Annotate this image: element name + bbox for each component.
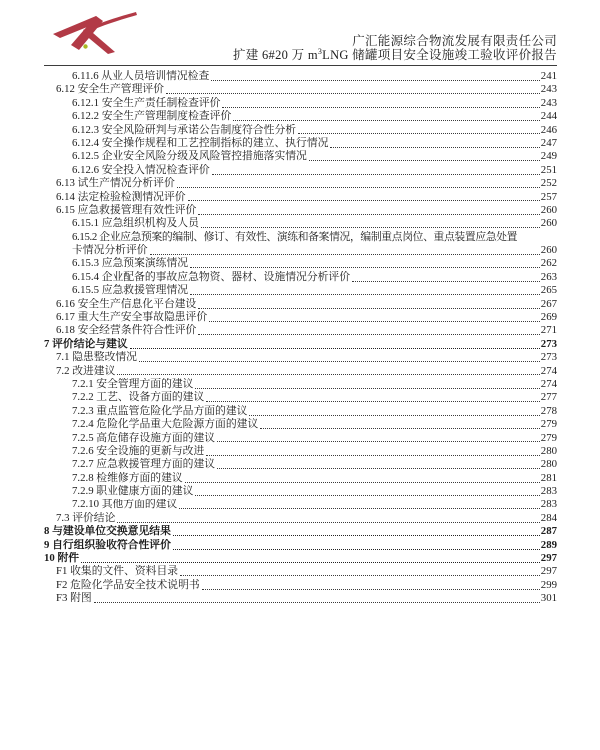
toc-entry-title: 7.2.5 高危储存设施方面的建议 <box>72 431 216 444</box>
report-title-superscript: 3 <box>317 46 323 56</box>
toc-entry-row <box>44 351 557 364</box>
toc-dot-leader <box>166 93 540 94</box>
toc-entry-title: 6.15.1 应急组织机构及人员 <box>72 217 199 230</box>
toc-entry-row <box>44 539 557 552</box>
toc-dot-leader <box>206 401 540 402</box>
toc-dot-leader <box>211 80 540 81</box>
toc-entry-title: 7.2.2 工艺、设备方面的建议 <box>72 391 205 404</box>
logo-green-dot <box>83 44 87 48</box>
toc-page-number: 269 <box>540 311 557 324</box>
toc-entry-row <box>44 432 557 445</box>
toc-entry-title: 6.12.1 安全生产责任制检查评价 <box>72 96 221 109</box>
toc-entry-row <box>44 499 557 512</box>
toc-entry-row <box>44 418 557 431</box>
toc-dot-leader <box>173 535 540 536</box>
toc-page-number: 243 <box>540 96 557 109</box>
toc-dot-leader <box>201 227 540 228</box>
toc-list <box>44 70 557 606</box>
toc-entry-title: F1 收集的文件、资料目录 <box>56 565 179 578</box>
toc-entry-title: 6.15.2 企业应急预案的编制、修订、有效性、演练和备案情况，编制重点岗位、重点装置应急处置 <box>72 230 518 243</box>
toc-entry-title: 6.15 应急救援管理有效性评价 <box>56 203 197 216</box>
toc-dot-leader <box>195 495 539 496</box>
toc-page-number: 279 <box>540 431 557 444</box>
toc-entry-title: 7 评价结论与建议 <box>44 337 128 350</box>
toc-entry-title: 6.12.2 安全生产管理制度检查评价 <box>72 110 232 123</box>
toc-entry-row <box>44 592 557 605</box>
toc-dot-leader <box>249 415 539 416</box>
toc-entry-row <box>44 231 557 244</box>
toc-dot-leader <box>94 602 540 603</box>
toc-entry-row <box>44 378 557 391</box>
toc-entry-row <box>44 458 557 471</box>
toc-page-number: 283 <box>540 485 557 498</box>
toc-page-number: 280 <box>540 458 557 471</box>
toc-entry-row <box>44 324 557 337</box>
toc-dot-leader <box>298 133 540 134</box>
toc-page-number: 274 <box>540 377 557 390</box>
toc-entry-row <box>44 164 557 177</box>
toc-entry-title: F2 危险化学品安全技术说明书 <box>56 578 200 591</box>
toc-entry-row <box>44 217 557 230</box>
toc-page-number: 273 <box>540 351 557 364</box>
toc-dot-leader <box>177 187 540 188</box>
toc-dot-leader <box>190 294 540 295</box>
toc-entry-row <box>44 83 557 96</box>
toc-dot-leader <box>180 575 540 576</box>
toc-entry-title: 6.12 安全生产管理评价 <box>56 83 164 96</box>
toc-dot-leader <box>190 267 540 268</box>
toc-entry-row <box>44 552 557 565</box>
toc-page-number: 246 <box>540 123 557 136</box>
toc-dot-leader <box>198 308 539 309</box>
toc-entry-row <box>44 298 557 311</box>
toc-entry-title: 7.2.3 重点监管危险化学品方面的建议 <box>72 404 248 417</box>
toc-entry-row <box>44 137 557 150</box>
toc-entry-row <box>44 177 557 190</box>
toc-page-number: 247 <box>540 136 557 149</box>
toc-page-number: 271 <box>540 324 557 337</box>
toc-dot-leader <box>117 374 539 375</box>
toc-page-number: 278 <box>540 404 557 417</box>
toc-dot-leader <box>260 428 540 429</box>
toc-page-number: 243 <box>540 83 557 96</box>
toc-dot-leader <box>173 549 540 550</box>
toc-entry-row <box>44 204 557 217</box>
toc-entry-title: 7.2.8 检维修方面的建议 <box>72 471 183 484</box>
toc-entry-title: 8 与建设单位交换意见结果 <box>44 525 171 538</box>
toc-page-number: 277 <box>540 391 557 404</box>
toc-entry-title: 卡情况分析评价 <box>72 244 148 257</box>
toc-entry-row <box>44 579 557 592</box>
toc-page-number: 280 <box>540 444 557 457</box>
toc-entry-row <box>44 284 557 297</box>
logo-k-leg <box>84 33 115 54</box>
toc-entry-title: 7.2.10 其他方面的建议 <box>72 498 178 511</box>
page-content <box>44 0 557 606</box>
toc-entry-title: 7.2.4 危险化学品重大危险源方面的建议 <box>72 418 259 431</box>
toc-dot-leader <box>352 281 540 282</box>
toc-entry-title: 7.2.9 职业健康方面的建议 <box>72 485 194 498</box>
toc-dot-leader <box>185 482 540 483</box>
toc-page-number: 262 <box>540 257 557 270</box>
toc-entry-title: 6.12.3 安全风险研判与承诺公告制度符合性分析 <box>72 123 297 136</box>
toc-entry-title: 7.2.6 安全设施的更新与改进 <box>72 444 205 457</box>
company-logo-icon <box>46 8 141 60</box>
toc-page-number: 287 <box>540 525 557 538</box>
toc-entry-title: 7.3 评价结论 <box>56 511 116 524</box>
toc-entry-row <box>44 70 557 83</box>
toc-dot-leader <box>195 388 539 389</box>
toc-entry-row <box>44 485 557 498</box>
toc-entry-row <box>44 391 557 404</box>
toc-dot-leader <box>206 455 540 456</box>
toc-entry-title: 6.18 安全经营条件符合性评价 <box>56 324 197 337</box>
toc-entry-row <box>44 271 557 284</box>
toc-entry-row <box>44 97 557 110</box>
toc-dot-leader <box>198 214 539 215</box>
toc-dot-leader <box>198 334 539 335</box>
report-title-post: LNG 储罐项目安全设施竣工验收评价报告 <box>322 48 557 62</box>
toc-dot-leader <box>202 589 540 590</box>
toc-dot-leader <box>309 160 540 161</box>
toc-entry-title: 6.16 安全生产信息化平台建设 <box>56 297 197 310</box>
toc-page-number: 267 <box>540 297 557 310</box>
toc-dot-leader <box>117 522 539 523</box>
toc-page-number: 244 <box>540 110 557 123</box>
toc-entry-title: 6.12.6 安全投入情况检查评价 <box>72 163 210 176</box>
toc-dot-leader <box>212 174 540 175</box>
toc-entry-row <box>44 244 557 257</box>
toc-dot-leader <box>217 468 540 469</box>
toc-entry-title: 10 附件 <box>44 552 80 565</box>
toc-entry-title: 6.12.5 企业安全风险分级及风险管控措施落实情况 <box>72 150 307 163</box>
toc-page-number: 274 <box>540 364 557 377</box>
toc-entry-title: 6.17 重大生产安全事故隐患评价 <box>56 311 208 324</box>
toc-dot-leader <box>188 200 540 201</box>
toc-dot-leader <box>179 508 540 509</box>
toc-page-number: 297 <box>540 552 557 565</box>
toc-entry-row <box>44 365 557 378</box>
toc-entry-title: 7.2.1 安全管理方面的建议 <box>72 377 194 390</box>
toc-entry-row <box>44 472 557 485</box>
toc-dot-leader <box>217 441 540 442</box>
company-name: 广汇能源综合物流发展有限责任公司 <box>352 34 557 48</box>
toc-entry-title: 7.2.7 应急救援管理方面的建议 <box>72 458 216 471</box>
toc-page-number: 257 <box>540 190 557 203</box>
toc-entry-title: 6.15.4 企业配备的事故应急物资、器材、设施情况分析评价 <box>72 270 351 283</box>
toc-page-number: 260 <box>540 217 557 230</box>
toc-page-number: 249 <box>540 150 557 163</box>
toc-page-number: 281 <box>540 471 557 484</box>
toc-page-number: 252 <box>540 177 557 190</box>
toc-entry-title: 6.13 试生产情况分析评价 <box>56 177 175 190</box>
toc-entry-title: 6.12.4 安全操作规程和工艺控制指标的建立、执行情况 <box>72 136 329 149</box>
toc-page-number: 273 <box>540 337 557 350</box>
toc-entry-row <box>44 512 557 525</box>
report-title-pre: 扩建 6#20 万 m <box>232 48 318 62</box>
toc-page-number: 301 <box>540 592 557 605</box>
toc-page-number: 241 <box>540 70 557 82</box>
toc-page-number: 265 <box>540 284 557 297</box>
toc-entry-title: 6.15.5 应急救援管理情况 <box>72 284 189 297</box>
toc-dot-leader <box>130 348 540 349</box>
toc-entry-row <box>44 525 557 538</box>
toc-page-number: 283 <box>540 498 557 511</box>
toc-entry-title: F3 附图 <box>56 592 92 605</box>
toc-page-number: 263 <box>540 270 557 283</box>
toc-entry-row <box>44 124 557 137</box>
toc-page-number: 299 <box>540 578 557 591</box>
toc-page-number: 279 <box>540 418 557 431</box>
toc-dot-leader <box>81 562 540 563</box>
toc-dot-leader <box>150 254 540 255</box>
toc-entry-row <box>44 191 557 204</box>
toc-entry-title: 6.11.6 从业人员培训情况检查 <box>72 70 210 82</box>
toc-entry-row <box>44 150 557 163</box>
toc-entry-title: 6.15.3 应急预案演练情况 <box>72 257 189 270</box>
toc-dot-leader <box>209 321 540 322</box>
toc-entry-row <box>44 110 557 123</box>
toc-entry-row <box>44 565 557 578</box>
toc-dot-leader <box>330 147 539 148</box>
header-divider <box>44 65 557 66</box>
toc-dot-leader <box>222 107 539 108</box>
toc-entry-title: 9 自行组织验收符合性评价 <box>44 538 171 551</box>
toc-entry-title: 6.14 法定检验检测情况评价 <box>56 190 186 203</box>
toc-entry-title: 7.1 隐患整改情况 <box>56 351 137 364</box>
toc-dot-leader <box>139 361 540 362</box>
toc-entry-title: 7.2 改进建议 <box>56 364 116 377</box>
toc-entry-row <box>44 257 557 270</box>
toc-dot-leader <box>233 120 540 121</box>
toc-page-number: 297 <box>540 565 557 578</box>
toc-page-number: 284 <box>540 511 557 524</box>
toc-page-number: 260 <box>540 244 557 257</box>
toc-page-number: 251 <box>540 163 557 176</box>
toc-page-number: 289 <box>540 538 557 551</box>
toc-entry-row <box>44 405 557 418</box>
toc-entry-row <box>44 445 557 458</box>
toc-entry-row <box>44 338 557 351</box>
toc-page-number: 260 <box>540 203 557 216</box>
toc-entry-row <box>44 311 557 324</box>
